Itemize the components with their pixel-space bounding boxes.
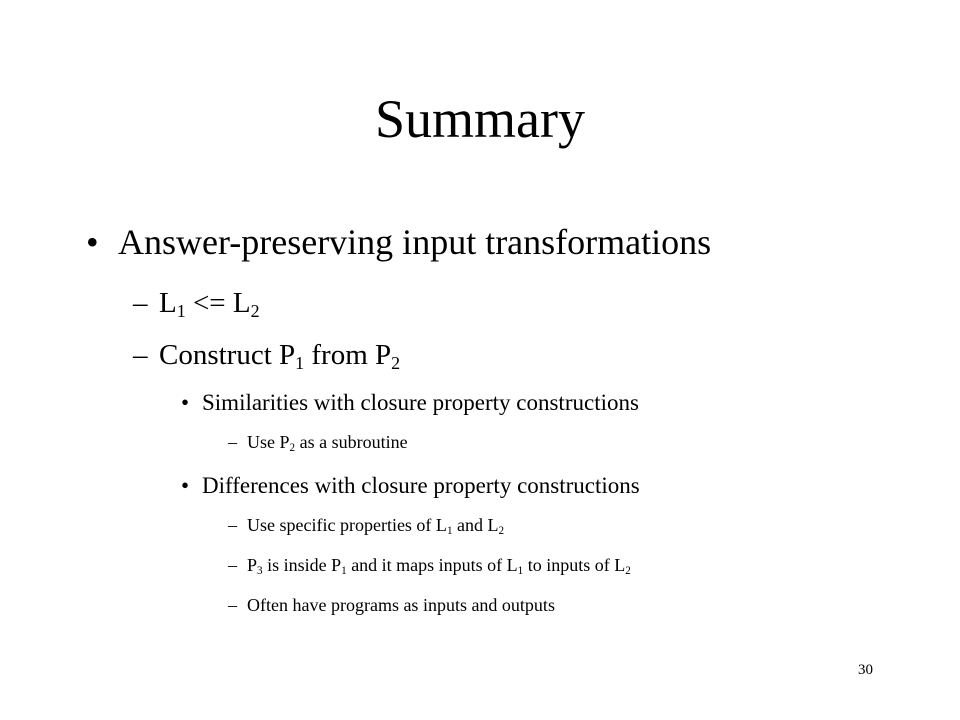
dash-marker: – [228,555,237,575]
dash-text: $L_1 <= L_2$ [159,287,260,322]
dash-text: Use specific properties of $L_1$ and $L_2$ [247,515,505,538]
dash-marker: – [133,287,148,319]
dash-text: Construct $P_1$ from $P_2$ [159,339,401,374]
bullet-text: Answer-preserving input transformations [118,222,712,262]
bullet-text: Differences with closure property constructions [202,473,640,498]
dash-marker: – [133,339,148,371]
page-number: 30 [858,662,873,678]
dash-marker: – [228,432,237,452]
bullet-marker: • [181,473,190,498]
dash-text: Often have programs as inputs and outputs [247,595,555,615]
bullet-marker: • [86,222,99,262]
bullet-text: Similarities with closure property constructions [202,390,639,415]
slide-title: Summary [375,89,585,149]
dash-text: $P_3$ is inside $P_1$ and it maps inputs of $L_1$ to inputs of $L_2$ [247,555,631,578]
dash-text: Use $P_2$ as a subroutine [247,432,408,455]
dash-marker: – [228,595,237,615]
dash-marker: – [228,515,237,535]
bullet-marker: • [181,390,190,415]
